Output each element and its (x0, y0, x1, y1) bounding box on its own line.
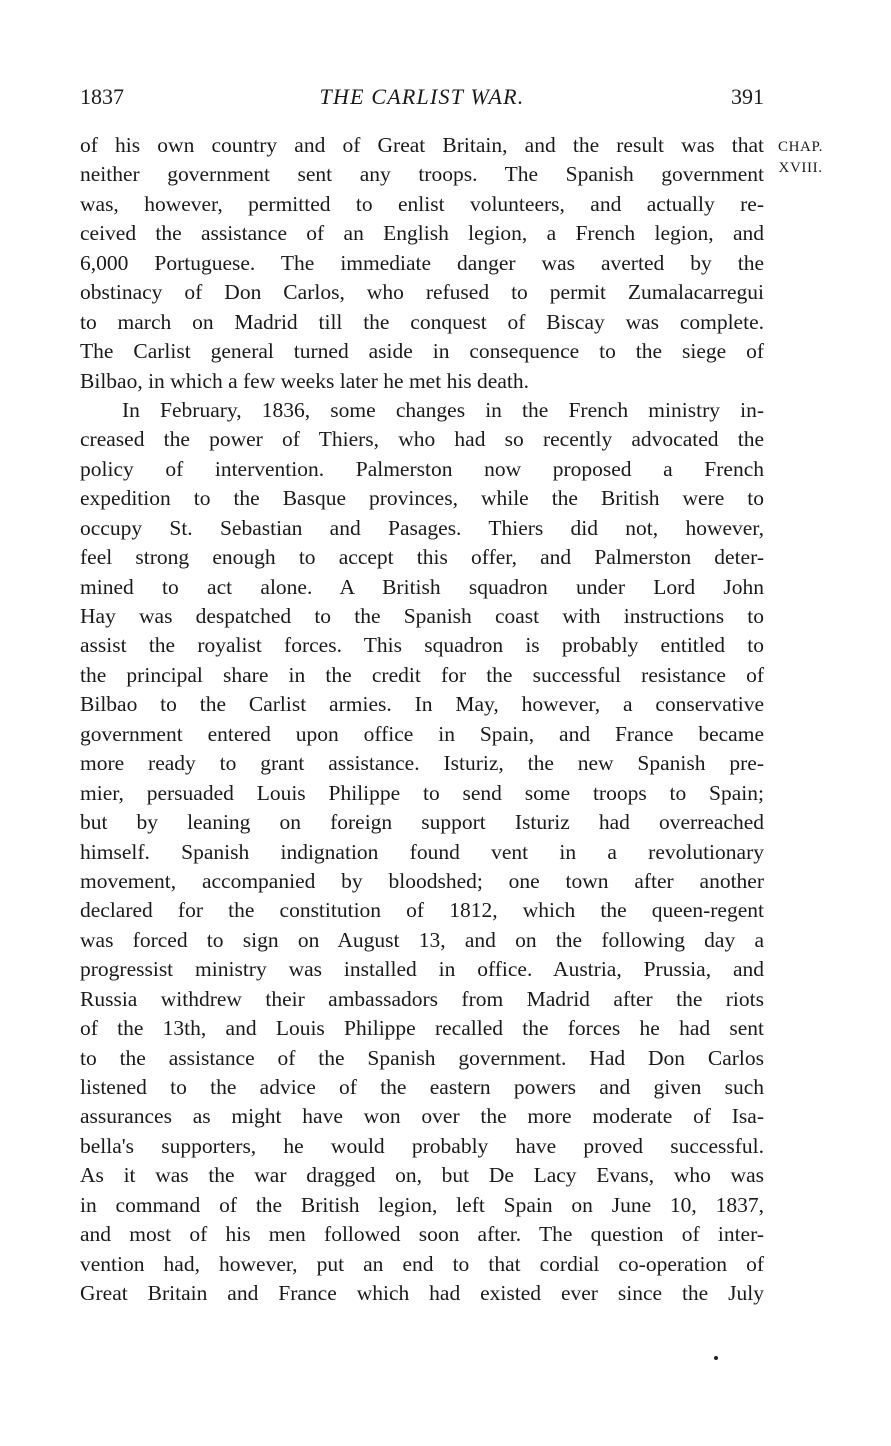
text-line: more ready to grant assistance. Isturiz, the new Spanish pre- (80, 751, 764, 776)
text-line: The Carlist general turned aside in consequence to the siege of (80, 339, 764, 364)
text-line: Russia withdrew their ambassadors from Madrid after the riots (80, 986, 764, 1011)
text-line: mined to act alone. A British squadron under Lord John (80, 574, 764, 599)
text-line: Hay was despatched to the Spanish coast with instructions to (80, 604, 764, 628)
margin-note-number: XVIII. (778, 160, 823, 176)
text-line: assurances as might have won over the more moderate of Isa- (80, 1104, 764, 1129)
text-line: occupy St. Sebastian and Pasages. Thiers did not, however, (80, 515, 764, 540)
chapter-margin-note (778, 137, 823, 179)
text-line: 6,000 Portuguese. The immediate danger was averted by the (80, 250, 764, 275)
text-line: As it was the war dragged on, but De Lacy Evans, who was (80, 1163, 764, 1188)
margin-note-chap: CHAP. (778, 139, 824, 155)
print-speck (714, 1356, 718, 1360)
paragraph-2 (80, 396, 764, 1309)
text-line: himself. Spanish indignation found vent in a revolutionary (80, 839, 764, 864)
text-line: in command of the British legion, left Spain on June 10, 1837, (80, 1192, 764, 1217)
body-text (80, 131, 764, 1309)
text-line: government entered upon office in Spain, and France became (80, 721, 764, 746)
text-line: obstinacy of Don Carlos, who refused to permit Zumalacarregui (80, 280, 764, 305)
text-line: the principal share in the credit for the successful resistance of (80, 662, 764, 687)
text-line: ceived the assistance of an English legion, a French legion, and (80, 221, 764, 246)
text-line: vention had, however, put an end to that cordial co-operation of (80, 1251, 764, 1276)
page-number: 391 (731, 84, 764, 109)
text-line: declared for the constitution of 1812, which the queen-regent (80, 898, 764, 923)
text-line: and most of his men followed soon after. The question of inter- (80, 1222, 764, 1247)
text-line: but by leaning on foreign support Isturiz had overreached (80, 810, 764, 835)
text-line: to the assistance of the Spanish government. Had Don Carlos (80, 1045, 764, 1070)
running-header (80, 84, 764, 114)
text-line: was forced to sign on August 13, and on the following day a (80, 927, 764, 952)
text-line: expedition to the Basque provinces, while the British were to (80, 486, 764, 511)
header-title: THE CARLIST WAR. (319, 84, 525, 109)
text-line: progressist ministry was installed in office. Austria, Prussia, and (80, 957, 764, 982)
text-line: of his own country and of Great Britain, and the result was that (80, 133, 764, 157)
text-line: In February, 1836, some changes in the French ministry in- (122, 397, 764, 422)
text-line: was, however, permitted to enlist volunteers, and actually re- (80, 191, 764, 216)
paragraph-1 (80, 131, 764, 396)
text-line: bella's supporters, he would probably have proved successful. (80, 1133, 764, 1158)
text-line: feel strong enough to accept this offer, and Palmerston deter- (80, 545, 764, 570)
text-line: neither government sent any troops. The Spanish government (80, 162, 764, 187)
header-year: 1837 (80, 84, 124, 109)
text-line: assist the royalist forces. This squadron is probably entitled to (80, 633, 764, 658)
text-line: creased the power of Thiers, who had so recently advocated the (80, 427, 764, 452)
text-line: of the 13th, and Louis Philippe recalled the forces he had sent (80, 1016, 764, 1041)
text-line: Great Britain and France which had existed ever since the July (80, 1281, 764, 1306)
text-line: policy of intervention. Palmerston now proposed a French (80, 456, 764, 481)
text-line: listened to the advice of the eastern powers and given such (80, 1075, 764, 1099)
text-line: to march on Madrid till the conquest of Biscay was complete. (80, 309, 764, 334)
text-line: Bilbao to the Carlist armies. In May, however, a conservative (80, 692, 764, 717)
text-line: mier, persuaded Louis Philippe to send some troops to Spain; (80, 780, 764, 805)
text-line: movement, accompanied by bloodshed; one town after another (80, 868, 764, 893)
text-line: Bilbao, in which a few weeks later he met his death. (80, 368, 529, 393)
